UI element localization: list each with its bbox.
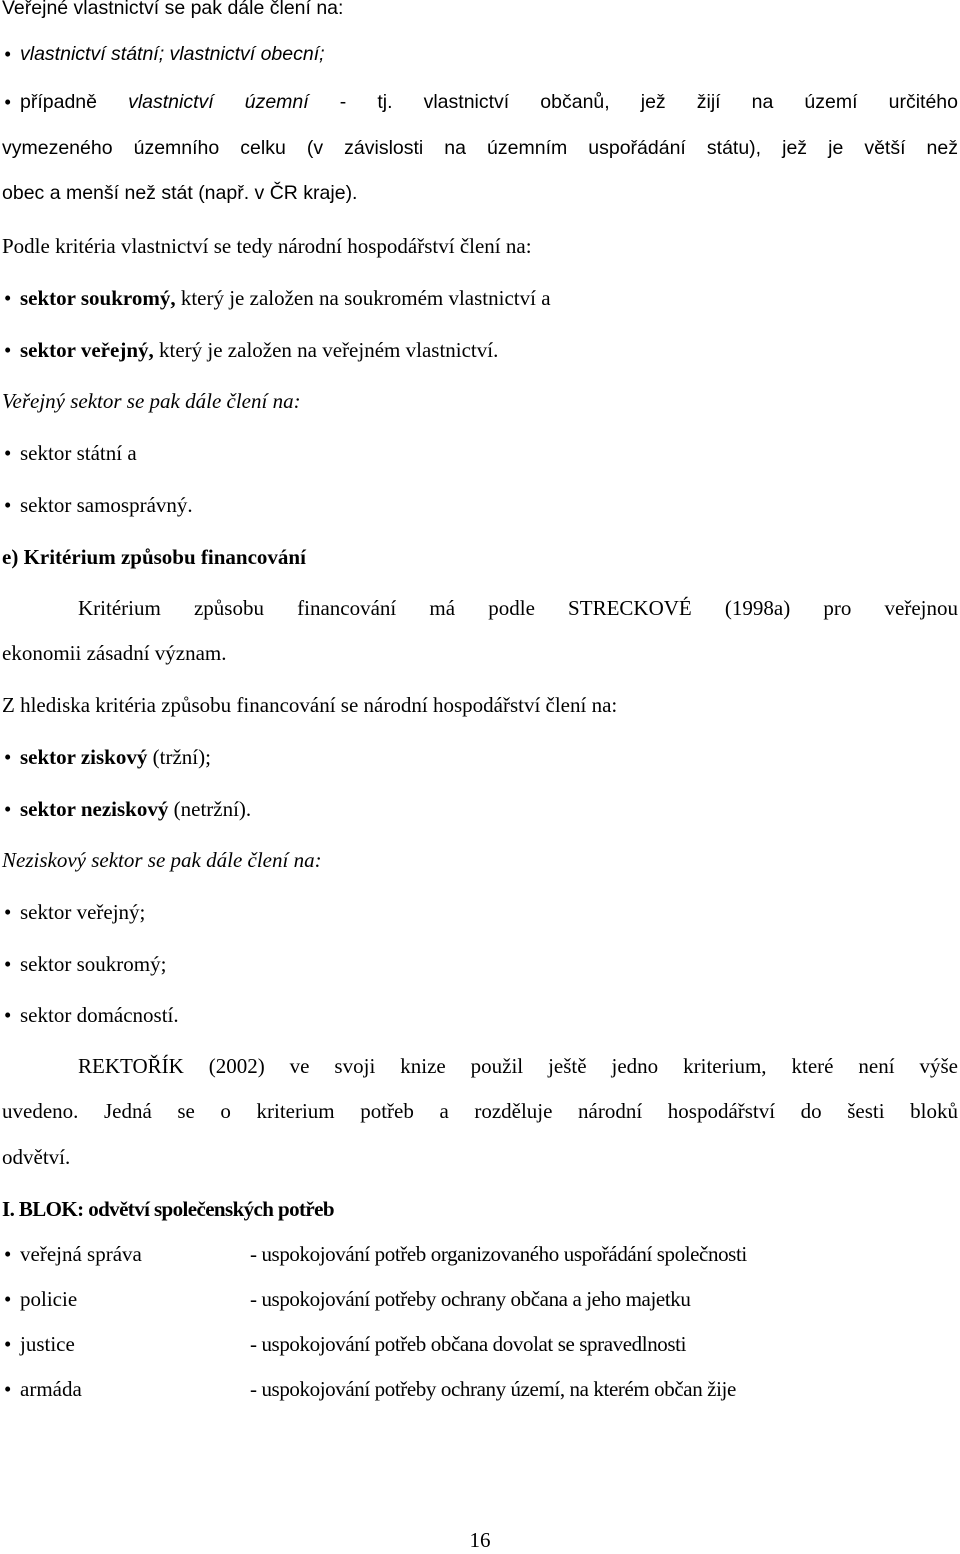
text-line: odvětví. — [2, 1145, 71, 1169]
bullet: • — [4, 90, 12, 114]
list-item — [2, 336, 960, 364]
block-item — [2, 1375, 960, 1403]
list-item — [2, 40, 960, 68]
bullet: • — [4, 1377, 12, 1401]
bullet: • — [4, 797, 12, 821]
bullet: • — [4, 745, 12, 769]
list-item — [2, 439, 960, 467]
block-item-desc: - uspokojování potřeby ochrany území, na kterém občan žije — [250, 1377, 736, 1401]
list-item-text: sektor ziskový (tržní); — [20, 745, 211, 769]
list-item-text: vlastnictví státní; vlastnictví obecní; — [20, 43, 325, 65]
bullet: • — [4, 441, 12, 465]
bullet: • — [4, 1242, 12, 1266]
text-line: vymezeného územního celku (v závislosti na územním uspořádání státu), jež je větší než — [2, 137, 958, 159]
list-item-text: sektor veřejný, který je založen na veřejném vlastnictví. — [20, 338, 499, 362]
bullet: • — [4, 493, 12, 517]
text-line: ekonomii zásadní význam. — [2, 641, 227, 665]
text-line: Z hlediska kritéria způsobu financování se národní hospodářství člení na: — [2, 693, 618, 717]
bullet: • — [4, 900, 12, 924]
list-item — [2, 88, 960, 116]
bullet: • — [4, 286, 12, 310]
block-item-desc: - uspokojování potřeb občana dovolat se spravedlnosti — [250, 1332, 687, 1356]
text-line: Neziskový sektor se pak dále člení na: — [2, 848, 322, 872]
block-item-name: armáda — [20, 1377, 82, 1401]
bullet: • — [4, 42, 12, 66]
block-item-name: policie — [20, 1287, 78, 1311]
page-number: 16 — [469, 1528, 491, 1552]
para-public-ownership-intro: Veřejné vlastnictví se pak dále člení na: — [2, 0, 344, 19]
list-item — [2, 284, 960, 312]
bullet: • — [4, 1003, 12, 1027]
list-item — [2, 795, 960, 823]
block-item-name: justice — [20, 1332, 75, 1356]
bullet: • — [4, 1287, 12, 1311]
text-line: Kritérium způsobu financování má podle STRECKOVÉ (1998a) pro veřejnou — [78, 596, 958, 620]
text-line: uvedeno. Jedná se o kriterium potřeb a rozděluje národní hospodářství do šesti bloků — [2, 1099, 958, 1123]
section-heading: e) Kritérium způsobu financování — [2, 545, 306, 569]
list-item — [2, 491, 960, 519]
bullet: • — [4, 1332, 12, 1356]
list-item — [2, 950, 960, 978]
list-item-text: sektor veřejný; — [20, 900, 146, 924]
block-item — [2, 1285, 960, 1313]
block-item — [2, 1240, 960, 1268]
list-item — [2, 1001, 960, 1029]
block-item-desc: - uspokojování potřeby ochrany občana a jeho majetku — [250, 1287, 691, 1311]
list-item-text: sektor soukromý; — [20, 952, 167, 976]
block-heading: I. BLOK: odvětví společenských potřeb — [2, 1197, 334, 1221]
block-item — [2, 1330, 960, 1358]
list-item-text: sektor domácností. — [20, 1003, 179, 1027]
bullet: • — [4, 952, 12, 976]
text-line: Veřejný sektor se pak dále člení na: — [2, 389, 301, 413]
list-item-text: sektor neziskový (netržní). — [20, 797, 252, 821]
block-item-desc: - uspokojování potřeb organizovaného uspořádání společnosti — [250, 1242, 747, 1266]
bullet: • — [4, 338, 12, 362]
list-item — [2, 898, 960, 926]
block-item-name: veřejná správa — [20, 1242, 142, 1266]
text-line: REKTOŘÍK (2002) ve svoji knize použil ještě jedno kriterium, které není výše — [78, 1054, 958, 1078]
text-line: Podle kritéria vlastnictví se tedy národní hospodářství člení na: — [2, 234, 532, 258]
list-item-text: případně vlastnictví územní - tj. vlastnictví občanů, jež žijí na území určitého — [20, 91, 958, 113]
text-line: obec a menší než stát (např. v ČR kraje). — [2, 182, 358, 204]
list-item — [2, 743, 960, 771]
list-item-text: sektor samosprávný. — [20, 493, 193, 517]
list-item-text: sektor soukromý, který je založen na soukromém vlastnictví a — [20, 286, 551, 310]
list-item-text: sektor státní a — [20, 441, 137, 465]
